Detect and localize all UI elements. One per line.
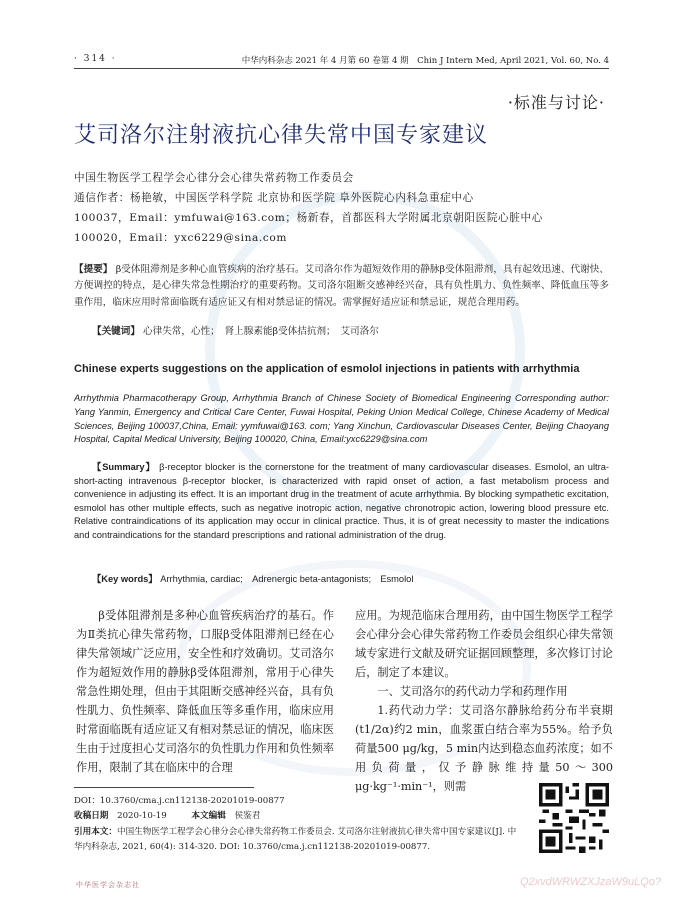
affiliation-line: 中国生物医学工程学会心律分会心律失常药物工作委员会: [74, 172, 354, 184]
abstract-tag: 【提要】: [74, 264, 113, 275]
journal-header: 中华内科杂志 2021 年 4 月第 60 卷第 4 期 Chin J Intern Med, April 2021, Vol. 60, No. 4: [241, 56, 609, 66]
english-keywords: [92, 571, 413, 585]
chinese-keywords: [92, 323, 379, 337]
body-paragraph: 应用。为规范临床合理用药，由中国生物医学工程学会心律分会心律失常药物工作委员会组织心律失常领域专家进行文献及研究证据回顾整理，多次修订讨论后，制定了本建议。: [355, 609, 613, 679]
keywords-tag: 【关键词】: [92, 326, 140, 337]
english-summary: [74, 461, 609, 543]
body-paragraph: β受体阻滞剂是多种心血管疾病治疗的基石。作为Ⅱ类抗心律失常药物，口服β受体阻滞剂已经在心律失常领域广泛应用，安全性和疗效确切。艾司洛尔作为超短效作用的静脉β受体阻滞剂，常用于心律失常急性期处理，但由于其阻断交感神经兴奋，具有负性肌力、负性频率、降低血压等多重作用，临床应用时常面临既有适应证又有相对禁忌证的情况，临床医生由于过度担心艾司洛尔的负性肌力作用和负性频率作用，限制了其在临床中的合理: [76, 609, 334, 774]
received-date: 2020-10-19: [117, 811, 167, 822]
author-affiliations: [74, 168, 614, 248]
citation-label: 引用本文：: [74, 826, 117, 837]
header-rule: [74, 68, 609, 69]
publisher-logo: 中华医学会杂志社: [76, 881, 140, 889]
affiliation-line: 100020，Email：yxc6229@sina.com: [74, 232, 288, 244]
abstract-text: β受体阻滞剂是多种心血管疾病的治疗基石。艾司洛尔作为超短效作用的静脉β受体阻滞剂，具有起效迅速、代谢快、方便调控的特点，是心律失常急性期治疗的重要药物。艾司洛尔阻断交感神经兴奋，具有负性肌力、负性频率、降低血压等多重作用，临床应用时常面临既有适应证又有相对禁忌证的情况。需掌握好适应证和禁忌证，规范合理用药。: [74, 264, 609, 308]
doi: DOI：10.3760/cma.j.cn112138-20201019-00877: [74, 796, 285, 806]
editor-name: 侯鉴君: [234, 811, 261, 822]
summary-text: β-receptor blocker is the cornerstone for the treatment of many cardiovascular diseases. Esmolol, an ultra-short-acting intravenous β-receptor blocker, is characterized with rapid onset of action, a fast metabolism process and convenience in adjusting its effect. It is an important drug in the treatment of acute arrhythmia. By blocking sympathetic excitation, esmolol has other multiple effects, such as negative inotropic action, negative chronotropic action, lowering blood pressure etc. Relative contraindications of its application may occur in clinical practice. Thus, it is of great necessity to master the indications and contraindications for the standard prescriptions and rational administration of the drug.: [74, 462, 609, 540]
affiliation-line: 100037，Email：ymfuwai@163.com；杨新春，首都医科大学附属北京朝阳医院心脏中心: [74, 212, 543, 224]
keywords-text: 心律失常，心性； 肾上腺素能β受体拮抗剂； 艾司洛尔: [143, 326, 379, 337]
section-label: ·标准与讨论·: [507, 93, 605, 112]
received-label: 收稿日期: [74, 811, 109, 822]
english-title: Chinese experts suggestions on the application of esmolol injections in patients with arrhythmia: [74, 363, 580, 375]
section-heading: 一、艾司洛尔的药代动力学和药理作用: [377, 685, 568, 698]
article-footnote: [74, 794, 524, 856]
body-column-left: [76, 606, 334, 777]
qr-code-icon: [539, 783, 609, 853]
dates-line: [74, 809, 524, 824]
footnote-rule: [74, 787, 254, 788]
citation: [74, 825, 524, 856]
article-title: 艾司洛尔注射液抗心律失常中国专家建议: [74, 123, 489, 148]
editor-label: 本文编辑: [191, 811, 226, 822]
page-number: · 314 ·: [74, 54, 117, 64]
body-paragraph: 1.药代动力学：艾司洛尔静脉给药分布半衰期(t1/2α)约2 min，血浆蛋白结合率为55%。给予负荷量500 μg/kg，5 min内达到稳态血药浓度；如不用负荷量，仅予静脉维持量50～300 μg·kg⁻¹·min⁻¹，则需: [355, 704, 613, 793]
footer-watermark-code: Q2xvdWRWZXJzaW9uLQo?: [519, 876, 661, 888]
key-words-tag: 【Key words】: [92, 574, 158, 584]
key-words-text: Arrhythmia, cardiac; Adrenergic beta-antagonists; Esmolol: [160, 574, 414, 584]
body-column-right: [355, 606, 613, 796]
summary-tag: 【Summary】: [92, 462, 156, 472]
english-affiliations: Arrhythmia Pharmacotherapy Group, Arrhythmia Branch of Chinese Society of Biomedical Engineering Corresponding author: Yang Yanmin, Emergency and Critical Care Center, Fuwai Hospital, Peking Union Medical College, Chinese Academy of Medical Sciences, Beijing 100037,China, Email: yymfuwai@163. com; Yang Xinchun, Cardiovascular Diseases Center, Beijing Chaoyang Hospital, Capital Medical University, Beijing 100020, China, Email:yxc6229@sina.com: [74, 393, 609, 445]
chinese-abstract: [74, 262, 609, 311]
affiliation-line: 通信作者：杨艳敏，中国医学科学院 北京协和医学院 阜外医院心内科急重症中心: [74, 192, 474, 204]
citation-text: 中国生物医学工程学会心律分会心律失常药物工作委员会. 艾司洛尔注射液抗心律失常中国专家建议[J]. 中华内科杂志, 2021, 60(4): 314-320. DOI: 10.3760/cma.j.cn112138-20201019-00877.: [74, 826, 517, 853]
